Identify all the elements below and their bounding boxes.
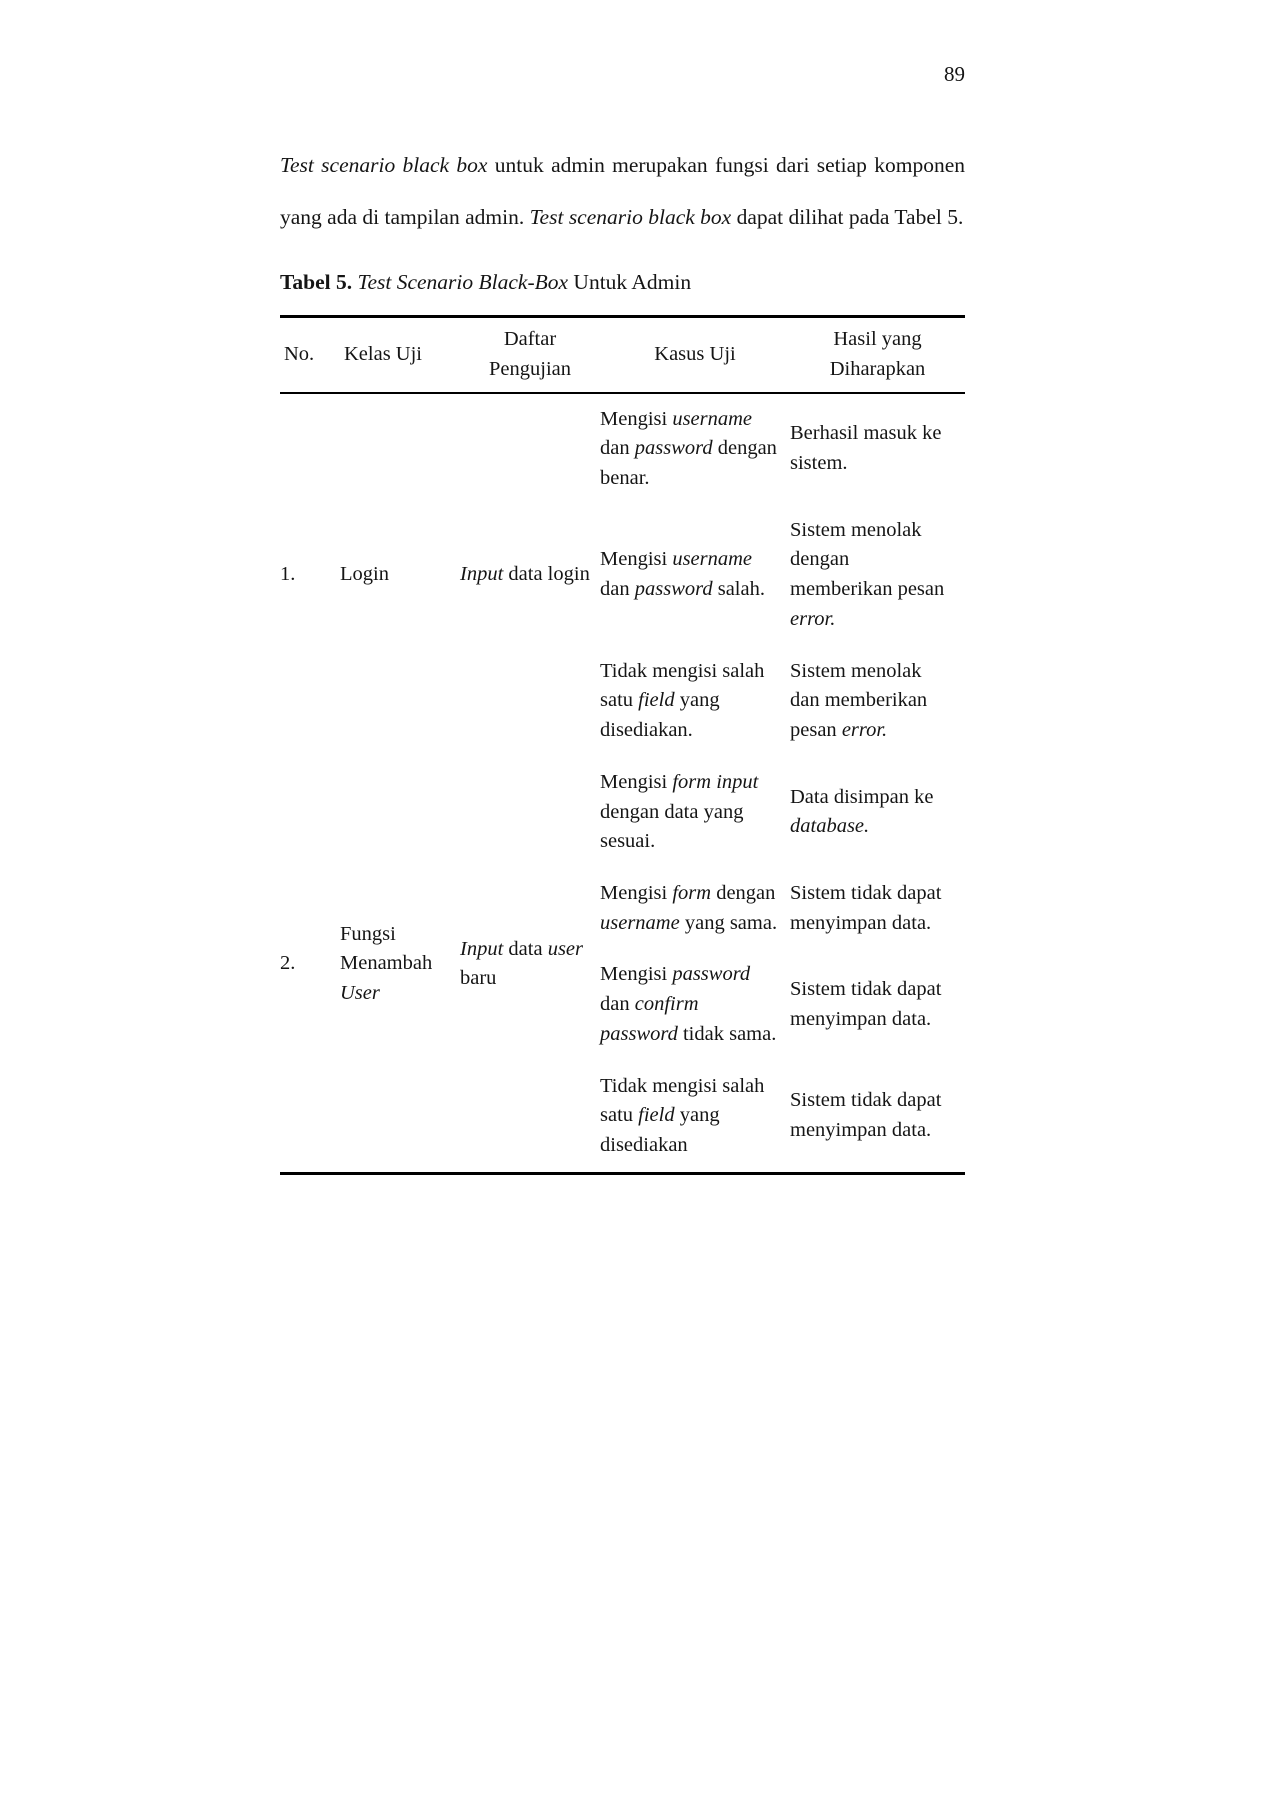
page-number: 89 (944, 62, 965, 86)
cell-daftar-pengujian: Input data login (460, 563, 590, 586)
table-header (280, 317, 965, 393)
cell-kasus-uji: Tidak mengisi salah satu field yang disediakan. (600, 659, 765, 742)
cell-row-number: 1. (280, 563, 296, 586)
cell-kasus-uji: Mengisi password dan confirm password tidak sama. (600, 963, 777, 1045)
table-caption: Tabel 5. Test Scenario Black-Box Untuk Admin (280, 270, 692, 295)
test-scenario-table (280, 315, 965, 1175)
cell-hasil: Sistem menolak dengan memberikan pesan error. (790, 518, 945, 630)
cell-kasus-uji: Mengisi form input dengan data yang sesuai. (600, 770, 759, 853)
cell-kasus-uji: Mengisi username dan password salah. (600, 548, 765, 601)
table-row (280, 393, 965, 505)
cell-row-number: 2. (280, 952, 296, 975)
header-hasil: Hasil yang Diharapkan (790, 317, 965, 393)
cell-hasil: Berhasil masuk ke sistem. (790, 422, 942, 475)
header-daftar: Daftar Pengujian (460, 317, 600, 393)
cell-hasil: Sistem menolak dan memberikan pesan error. (790, 659, 928, 742)
header-kelas: Kelas Uji (340, 317, 460, 393)
intro-paragraph: Test scenario black box untuk admin merupakan fungsi dari setiap komponen yang ada di tampilan admin. Test scenario black box dapat dilihat pada Tabel 5. (280, 153, 965, 230)
cell-hasil: Sistem tidak dapat menyimpan data. (790, 881, 942, 934)
table-header-row (280, 317, 965, 393)
header-no: No. (280, 317, 340, 393)
header-kasus: Kasus Uji (600, 317, 790, 393)
cell-kasus-uji: Tidak mengisi salah satu field yang disediakan (600, 1074, 765, 1156)
cell-hasil: Sistem tidak dapat menyimpan data. (790, 1089, 942, 1142)
cell-kelas-uji: Fungsi Menambah User (340, 922, 433, 1005)
table-row (280, 757, 965, 868)
cell-kasus-uji: Mengisi form dengan username yang sama. (600, 881, 778, 934)
cell-daftar-pengujian: Input data user baru (460, 937, 583, 990)
cell-kelas-uji: Login (340, 563, 389, 586)
cell-hasil: Sistem tidak dapat menyimpan data. (790, 978, 942, 1030)
cell-kasus-uji: Mengisi username dan password dengan benar. (600, 407, 777, 490)
table-body (280, 393, 965, 1174)
cell-hasil: Data disimpan ke database. (790, 785, 934, 838)
